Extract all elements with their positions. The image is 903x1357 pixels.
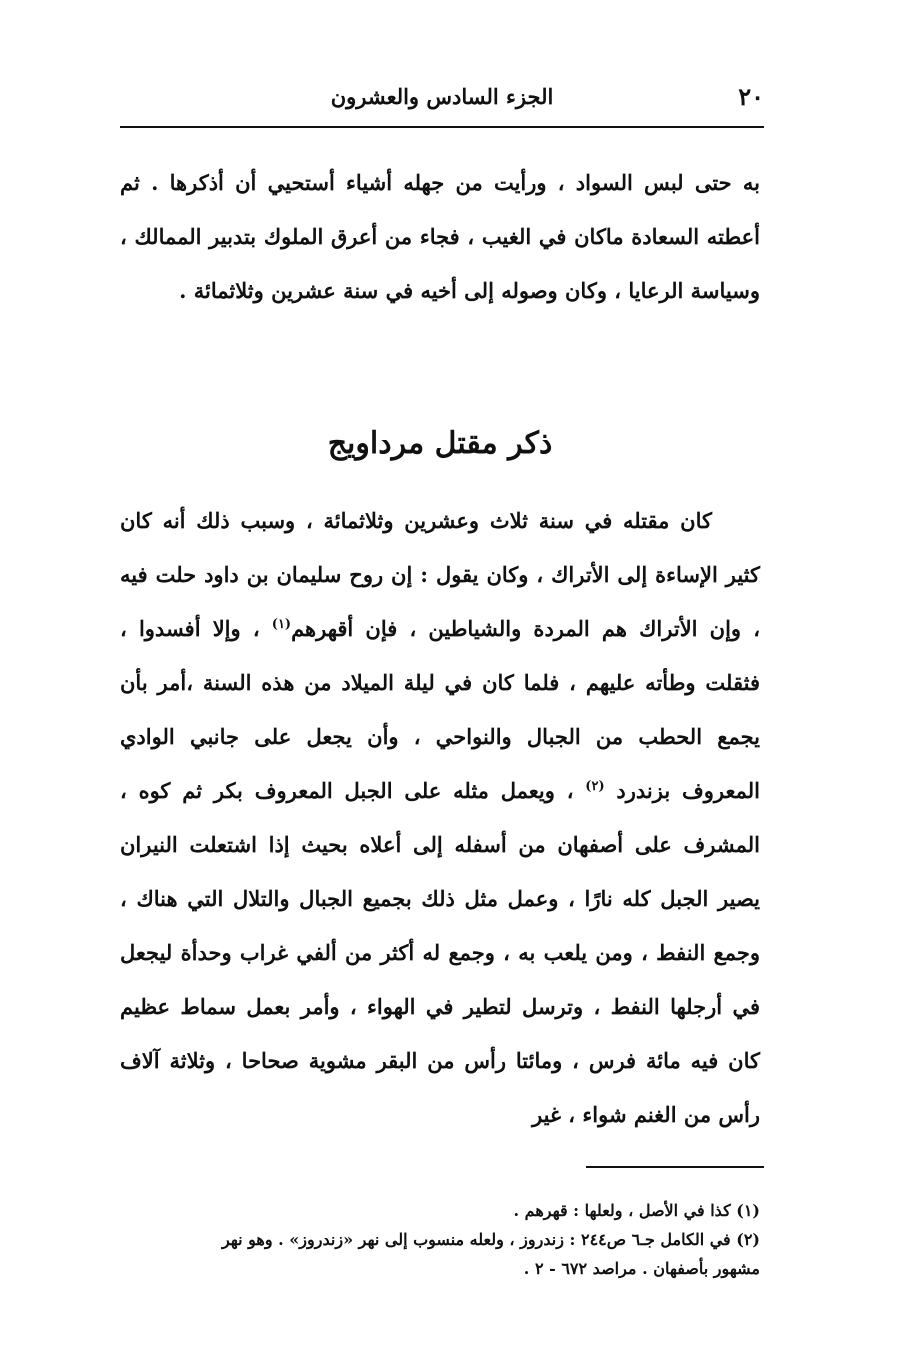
paragraph-continued: به حتى لبس السواد ، ورأيت من جهله أشياء أستحيي أن أذكرها . ثم أعطته السعادة ماكان في الغيب ، فجاء من أعرق الملوك بتدبير الممالك ، وسياسة الرعايا ، وكان وصوله إلى أخيه في سنة عشرين وثلاثمائة . <box>120 170 760 303</box>
page-number: ٢٠ <box>738 82 764 111</box>
footnotes <box>120 1196 760 1283</box>
paragraph-main <box>120 494 760 1142</box>
running-title: الجزء السادس والعشرون <box>330 84 554 109</box>
footnote-2-continued: مشهور بأصفهان . مراصد ٦٧٢ - ٢ . <box>523 1259 760 1278</box>
page-header <box>120 80 764 120</box>
paragraph-text-a: كان مقتله في سنة ثلاث وعشرين وثلاثمائة ، وسبب ذلك أنه كان كثير الإساءة إلى الأتراك ، وكان يقول : إن روح سليمان بن داود حلت فيه ، وإن الأتراك هم المردة والشياطين ، فإن أقهرهم <box>120 508 761 641</box>
header-rule <box>120 126 764 128</box>
footnote-rule <box>586 1166 764 1168</box>
footnote-ref-2[interactable]: (٢) <box>585 779 605 794</box>
paragraph-text-c: ، ويعمل مثله على الجبل المعروف بكر ثم كوه ، المشرف على أصفهان من أسفله إلى أعلاه بحيث إذا اشتعلت النيران يصير الجبل كله نارًا ، وعمل مثل ذلك بجميع الجبال والتلال التي هناك ، وجمع النفط ، ومن يلعب به ، وجمع له أكثر من ألفي غراب وحدأة ليجعل في أرجلها النفط ، وترسل لتطير في الهواء ، وأمر بعمل سماط عظيم كان فيه مائة فرس ، ومائتا رأس من البقر مشوية صحاحا ، وثلاثة آلاف رأس من الغنم شواء ، غير <box>120 778 760 1127</box>
paragraph-text-b: ، وإلا أفسدوا ، فثقلت وطأته عليهم ، فلما كان في ليلة الميلاد من هذه السنة ،أمر بأن يجمع الحطب من الجبال والنواحي ، وأن يجعل على جانبي الوادي المعروف بزندرد <box>120 616 761 803</box>
footnote-1: (١) كذا في الأصل ، ولعلها : قهرهم . <box>513 1201 760 1220</box>
section-title: ذكر مقتل مرداويج <box>327 426 553 461</box>
footnote-2: (٢) في الكامل جـ٦ ص٢٤٤ : زندروز ، ولعله منسوب إلى نهر «زندروز» . وهو نهر <box>221 1230 760 1249</box>
footnote-ref-1[interactable]: (١) <box>271 617 292 632</box>
